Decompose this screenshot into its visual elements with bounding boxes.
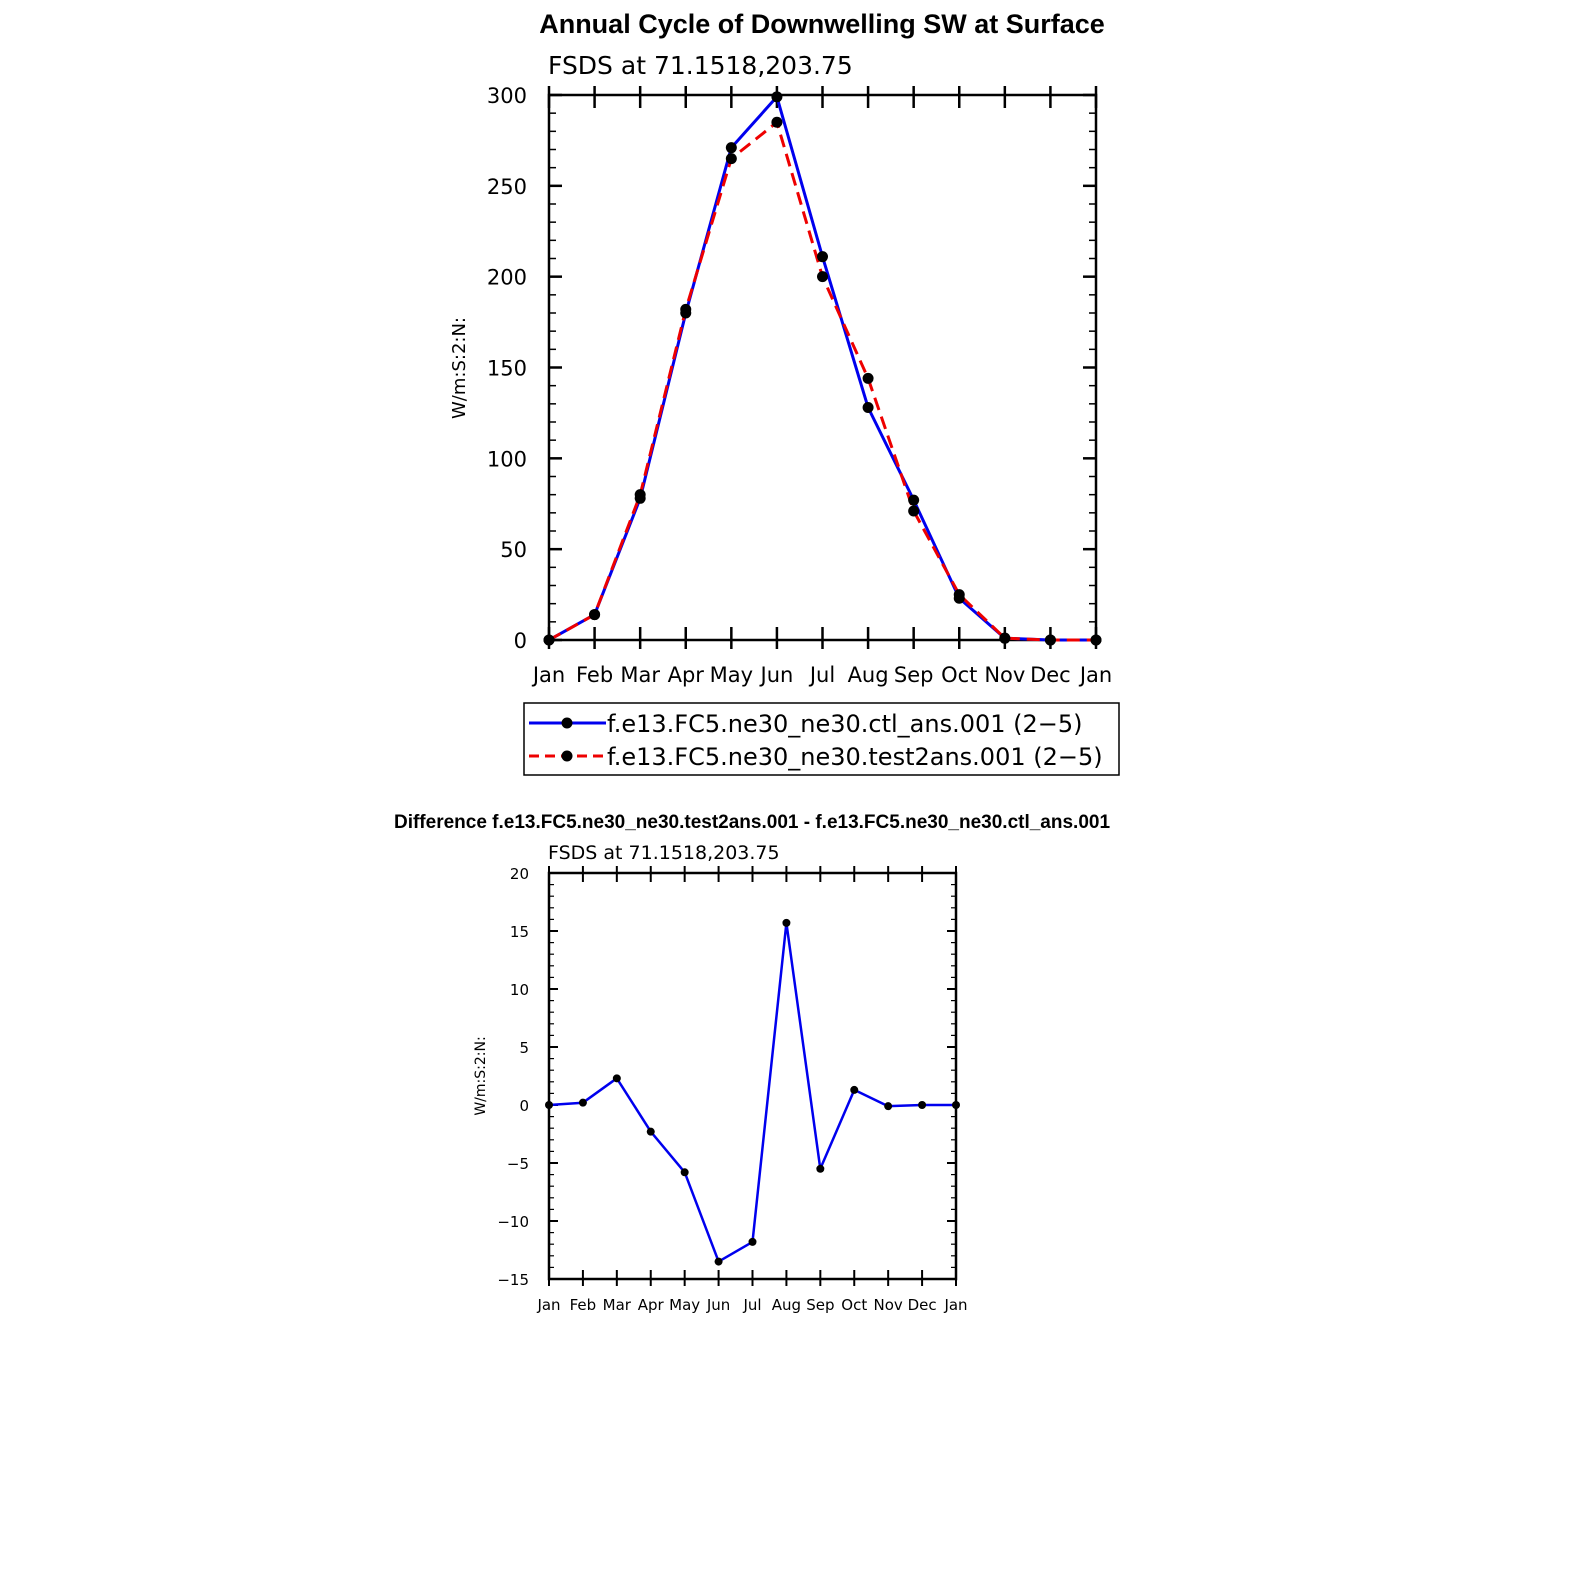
x-tick-label: Sep [893, 663, 934, 687]
x-tick-label: Feb [569, 1296, 597, 1314]
series-0-point [726, 142, 737, 153]
series-0-point [918, 1101, 926, 1109]
x-tick-label: Jan [1079, 663, 1113, 687]
x-tick-label: Sep [806, 1296, 835, 1314]
series-1-point [999, 633, 1010, 644]
y-tick-label: 0 [513, 629, 527, 653]
series-line-0 [549, 97, 1096, 640]
y-tick-label: −5 [506, 1155, 529, 1173]
x-tick-label: Jan [537, 1296, 561, 1314]
main-y-axis-label: W/m:S:2:N: [449, 317, 470, 419]
y-tick-label: 300 [486, 84, 527, 108]
x-tick-label: Dec [907, 1296, 937, 1314]
y-tick-label: 150 [486, 356, 527, 381]
y-tick-label: 250 [486, 174, 527, 199]
x-tick-label: Dec [1030, 663, 1071, 687]
x-tick-label: Feb [575, 663, 614, 687]
x-tick-label: Jul [743, 1296, 762, 1314]
series-0-point [771, 91, 782, 102]
x-tick-label: Jun [760, 663, 794, 687]
x-tick-label: Apr [667, 663, 704, 687]
legend [524, 703, 1119, 775]
x-tick-label: Oct [941, 663, 978, 687]
difference-chart-title: Difference f.e13.FC5.ne30_ne30.test2ans.001 - f.e13.FC5.ne30_ne30.ctl_ans.001 [393, 812, 1111, 833]
series-0-point [816, 1165, 824, 1173]
series-0-point [715, 1258, 723, 1266]
series-0-point [850, 1086, 858, 1094]
legend-label-1: f.e13.FC5.ne30_ne30.test2ans.001 (2−5) [607, 743, 1103, 771]
series-0-point [908, 495, 919, 506]
y-tick-label: 5 [519, 1039, 529, 1057]
series-1-point [726, 153, 737, 164]
x-tick-label: Nov [873, 1296, 903, 1314]
x-tick-label: Nov [984, 663, 1026, 687]
series-0-point [579, 1099, 587, 1107]
x-tick-label: Jan [944, 1296, 968, 1314]
y-tick-label: −10 [497, 1213, 529, 1231]
x-tick-label: Apr [637, 1296, 664, 1314]
x-tick-label: Oct [841, 1296, 868, 1314]
series-0-point [782, 919, 790, 927]
plot-frame [549, 95, 1096, 640]
y-tick-label: 0 [519, 1097, 529, 1115]
main-chart-subtitle: FSDS at 71.1518,203.75 [548, 51, 853, 80]
series-1-point [544, 635, 555, 646]
x-tick-label: Jan [532, 663, 566, 687]
series-0-point [952, 1101, 960, 1109]
series-1-point [908, 506, 919, 517]
series-0-point [647, 1128, 655, 1136]
series-0-point [613, 1074, 621, 1082]
legend-label-0: f.e13.FC5.ne30_ne30.ctl_ans.001 (2−5) [607, 710, 1083, 738]
series-1-point [680, 304, 691, 315]
series-line-0 [549, 923, 956, 1262]
series-0-point [749, 1238, 757, 1246]
series-1-point [589, 609, 600, 620]
y-tick-label: 10 [509, 981, 529, 999]
y-tick-label: 200 [486, 265, 527, 290]
y-tick-label: 100 [486, 447, 527, 472]
series-1-point [771, 117, 782, 128]
y-tick-label: 50 [500, 538, 527, 563]
plot-frame [549, 873, 956, 1279]
series-1-point [863, 373, 874, 384]
x-tick-label: Aug [771, 1296, 802, 1314]
x-tick-label: May [709, 663, 754, 687]
x-tick-label: May [669, 1296, 701, 1314]
series-1-point [1091, 635, 1102, 646]
difference-chart-subtitle: FSDS at 71.1518,203.75 [548, 842, 780, 864]
series-1-point [1045, 635, 1056, 646]
series-0-point [817, 251, 828, 262]
y-tick-label: 20 [509, 865, 529, 883]
series-0-point [545, 1101, 553, 1109]
y-tick-label: 15 [509, 923, 529, 941]
series-1-point [817, 271, 828, 282]
main-chart-title: Annual Cycle of Downwelling SW at Surface [539, 9, 1105, 39]
series-0-point [681, 1168, 689, 1176]
difference-plot-area [497, 865, 967, 1314]
difference-y-axis-label: W/m:S:2:N: [473, 1036, 489, 1116]
x-tick-label: Aug [847, 663, 889, 687]
x-tick-label: Mar [620, 663, 660, 687]
main-plot-area [487, 84, 1112, 687]
series-0-point [884, 1102, 892, 1110]
series-line-1 [549, 122, 1096, 640]
x-tick-label: Jul [809, 663, 836, 687]
series-1-point [954, 589, 965, 600]
legend-marker-1 [562, 751, 573, 762]
x-tick-label: Jun [706, 1296, 731, 1314]
y-tick-label: −15 [497, 1271, 529, 1289]
x-tick-label: Mar [602, 1296, 631, 1314]
legend-marker-0 [562, 718, 573, 729]
series-1-point [635, 489, 646, 500]
series-0-point [863, 402, 874, 413]
